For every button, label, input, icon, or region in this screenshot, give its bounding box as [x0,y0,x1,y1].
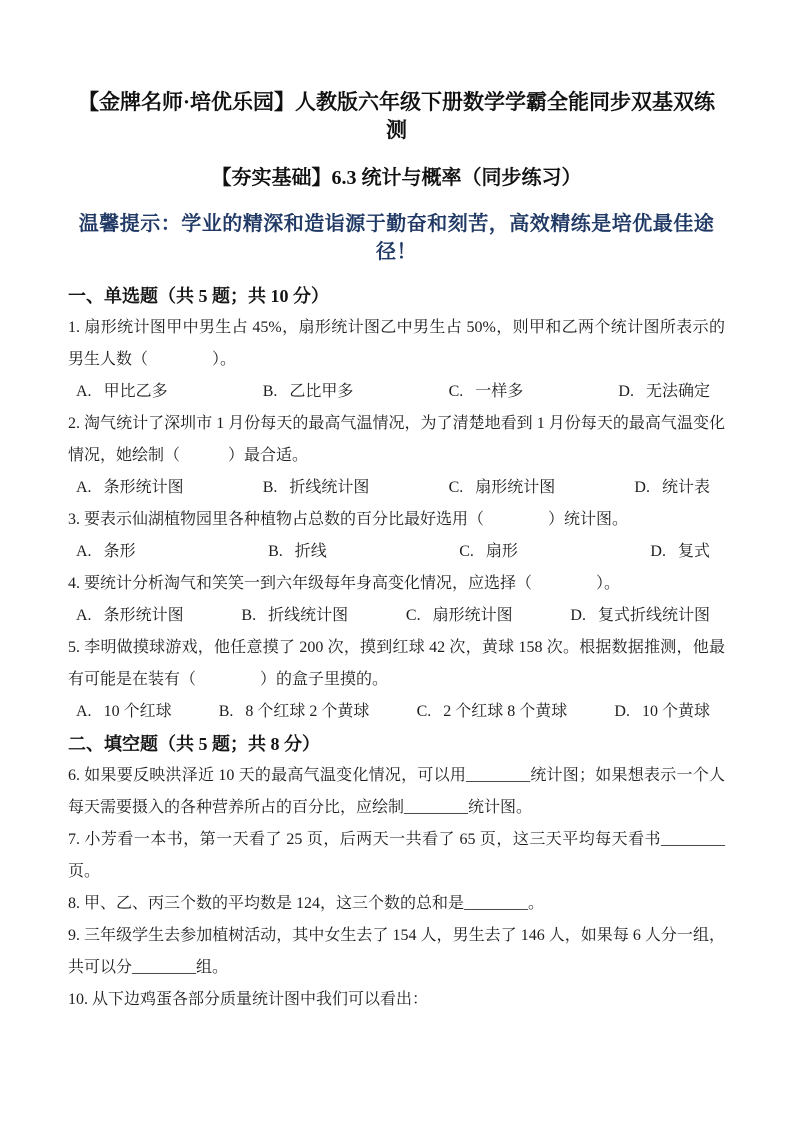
option-b [263,472,370,504]
option-a-text: 甲比乙多 [103,383,168,400]
question-10 [68,984,725,1016]
option-c-key: C. [405,607,421,624]
question-7 [68,824,725,888]
option-d-text: 统计表 [661,479,710,496]
question-7-text: 7. 小芳看一本书，第一天看了 25 页，后两天一共看了 65 页，这三天平均每天看书________页。 [68,831,725,880]
option-c-text: 扇形 [485,543,518,560]
option-a [76,376,168,408]
option-d [618,376,710,408]
question-1-options [68,376,725,408]
option-b-text: 折线 [294,543,327,560]
option-d-text: 复式 [677,543,710,560]
option-a-key: A. [76,383,92,400]
question-5-text: 5. 李明做摸球游戏，他任意摸了 200 次，摸到红球 42 次，黄球 158 次。根据数据推测，他最有可能是在装有（ ）的盒子里摸的。 [68,639,725,688]
option-c-key: C. [448,383,464,400]
option-a [76,600,184,632]
question-4-text: 4. 要统计分析淘气和笑笑一到六年级每年身高变化情况，应选择（ ）。 [68,575,621,592]
option-d [570,600,710,632]
option-d-key: D. [634,479,650,496]
option-d-key: D. [570,607,586,624]
option-c [417,696,568,728]
option-a-key: A. [76,479,92,496]
question-6-text: 6. 如果要反映洪泽近 10 天的最高气温变化情况，可以用________统计图；如果想表示一个人每天需要摄入的各种营养所占的百分比，应绘制________统计图。 [68,767,725,816]
option-c-key: C. [459,543,474,560]
question-4 [68,568,725,632]
question-3 [68,504,725,568]
option-b [268,536,327,568]
question-5 [68,632,725,728]
option-b [263,376,354,408]
option-b-key: B. [241,607,257,624]
option-b-text: 8 个红球 2 个黄球 [245,703,370,720]
option-d [650,536,710,568]
option-a [76,696,172,728]
option-c-key: C. [448,479,464,496]
option-a-key: A. [76,543,92,560]
option-d-key: D. [650,543,666,560]
question-2-text: 2. 淘气统计了深圳市 1 月份每天的最高气温情况，为了清楚地看到 1 月份每天的最高气温变化情况，她绘制（ ）最合适。 [68,415,725,464]
option-a-text: 条形统计图 [103,607,184,624]
option-b [219,696,370,728]
question-2-options [68,472,725,504]
option-b [241,600,348,632]
option-c [449,376,524,408]
option-a-text: 条形 [103,543,136,560]
option-a [76,472,184,504]
option-c [406,600,513,632]
question-3-options [68,536,725,568]
question-5-options [68,696,725,728]
option-d-text: 复式折线统计图 [597,607,710,624]
option-b-text: 乙比甲多 [289,383,354,400]
option-d-text: 10 个黄球 [641,703,710,720]
option-a-key: A. [76,607,92,624]
option-b-text: 折线统计图 [289,479,370,496]
option-c-key: C. [416,703,432,720]
section-heading-multiple-choice: 一、单选题（共 5 题；共 10 分） [68,286,329,306]
question-10-text: 10. 从下边鸡蛋各部分质量统计图中我们可以看出： [68,991,429,1008]
question-6 [68,760,725,824]
question-1-text: 1. 扇形统计图甲中男生占 45%，扇形统计图乙中男生占 50%，则甲和乙两个统计图所表示的男生人数（ ）。 [68,319,725,368]
question-9 [68,920,725,984]
option-c-text: 一样多 [475,383,524,400]
option-b-text: 折线统计图 [268,607,349,624]
option-d-key: D. [614,703,630,720]
option-a-text: 条形统计图 [103,479,184,496]
option-a-text: 10 个红球 [103,703,172,720]
tip-banner: 温馨提示：学业的精深和造诣源于勤奋和刻苦，高效精练是培优最佳途径！ [78,213,715,263]
option-b-key: B. [262,479,278,496]
option-a [76,536,136,568]
document-title: 【金牌名师·培优乐园】人教版六年级下册数学学霸全能同步双基双练测 [77,90,715,142]
question-1 [68,312,725,408]
option-c-text: 扇形统计图 [432,607,513,624]
document-subtitle: 【夯实基础】6.3 统计与概率（同步练习） [211,167,582,189]
option-d [614,696,710,728]
option-b-key: B. [262,383,278,400]
question-8-text: 8. 甲、乙、丙三个数的平均数是 124，这三个数的总和是________。 [68,895,545,912]
option-c [449,472,556,504]
question-4-options [68,600,725,632]
question-2 [68,408,725,504]
option-d-text: 无法确定 [645,383,710,400]
option-c [459,536,518,568]
option-b-key: B. [268,543,283,560]
question-8 [68,888,725,920]
section-heading-fill-blank: 二、填空题（共 5 题；共 8 分） [68,734,320,754]
option-c-text: 2 个红球 8 个黄球 [443,703,568,720]
option-a-key: A. [76,703,92,720]
option-d-key: D. [618,383,634,400]
question-9-text: 9. 三年级学生去参加植树活动，其中女生去了 154 人，男生去了 146 人，如果每 6 人分一组，共可以分________组。 [68,927,725,976]
option-b-key: B. [218,703,234,720]
option-c-text: 扇形统计图 [475,479,556,496]
question-3-text: 3. 要表示仙湖植物园里各种植物占总数的百分比最好选用（ ）统计图。 [68,511,629,528]
option-d [634,472,710,504]
